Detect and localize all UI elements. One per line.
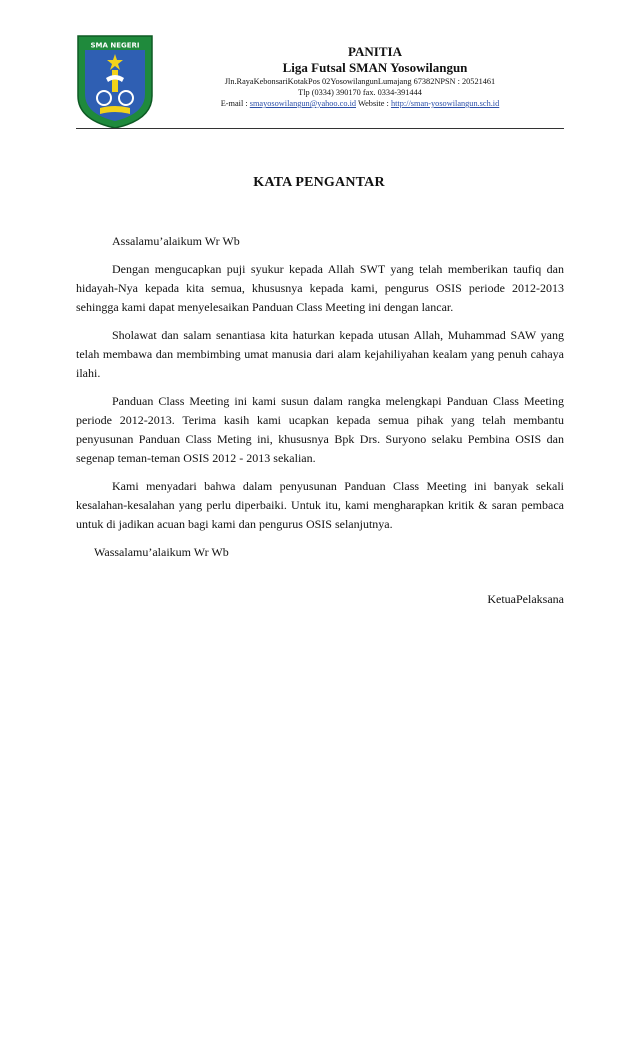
page-title: KATA PENGANTAR [253, 175, 385, 190]
letterhead-contact [160, 98, 560, 110]
letterhead-phone: Tlp (0334) 390170 fax. 0334-391444 [298, 88, 422, 97]
letterhead-address: Jln.RayaKebonsariKotakPos 02YosowilangunLumajang 67382NPSN : 20521461 [224, 77, 496, 86]
paragraph-2: Sholawat dan salam senantiasa kita haturkan kepada utusan Allah, Muhammad SAW yang telah membawa dan membimbing umat manusia dari alam kejahiliyahan kealam yang penuh cahaya ilahi. [76, 328, 564, 380]
school-logo-icon [76, 34, 154, 130]
letter-body [76, 232, 564, 562]
signature: KetuaPelaksana [487, 592, 564, 606]
letterhead-divider [76, 128, 564, 129]
email-link[interactable]: smayosowilangun@yahoo.co.id [249, 99, 357, 108]
email-label: E-mail : [220, 99, 250, 108]
logo-arc-text: SMA NEGERI [90, 41, 140, 50]
paragraph-1: Dengan mengucapkan puji syukur kepada Allah SWT yang telah memberikan taufiq dan hidayah-Nya kepada kita semua, khususnya kepada kami, pengurus OSIS periode 2012-2013 sehingga kami dapat menyelesaikan Panduan Class Meeting ini dengan lancar. [76, 262, 564, 314]
paragraph-3: Panduan Class Meeting ini kami susun dalam rangka melengkapi Panduan Class Meeting periode 2012-2013. Terima kasih kami ucapkan kepada semua pihak yang telah membantu penyusunan Panduan Class Meting ini, khususnya Bpk Drs. Suryono selaku Pembina OSIS dan segenap teman-teman OSIS 2012 - 2013 sekalian. [76, 394, 564, 465]
website-label: Website : [356, 99, 391, 108]
website-link[interactable]: http://sman-yosowilangun.sch.id [390, 99, 500, 108]
paragraph-4: Kami menyadari bahwa dalam penyusunan Panduan Class Meeting ini banyak sekali kesalahan-kesalahan yang perlu diperbaiki. Untuk itu, kami mengharapkan kritik & saran pembaca untuk di jadikan acuan bagi kami dan pengurus OSIS selanjutnya. [76, 479, 564, 531]
letterhead-org: PANITIA [348, 44, 402, 59]
closing: Wassalamu’alaikum Wr Wb [94, 545, 229, 559]
letterhead-event: Liga Futsal SMAN Yosowilangun [282, 60, 468, 75]
letterhead [160, 44, 560, 110]
greeting: Assalamu’alaikum Wr Wb [112, 234, 240, 248]
